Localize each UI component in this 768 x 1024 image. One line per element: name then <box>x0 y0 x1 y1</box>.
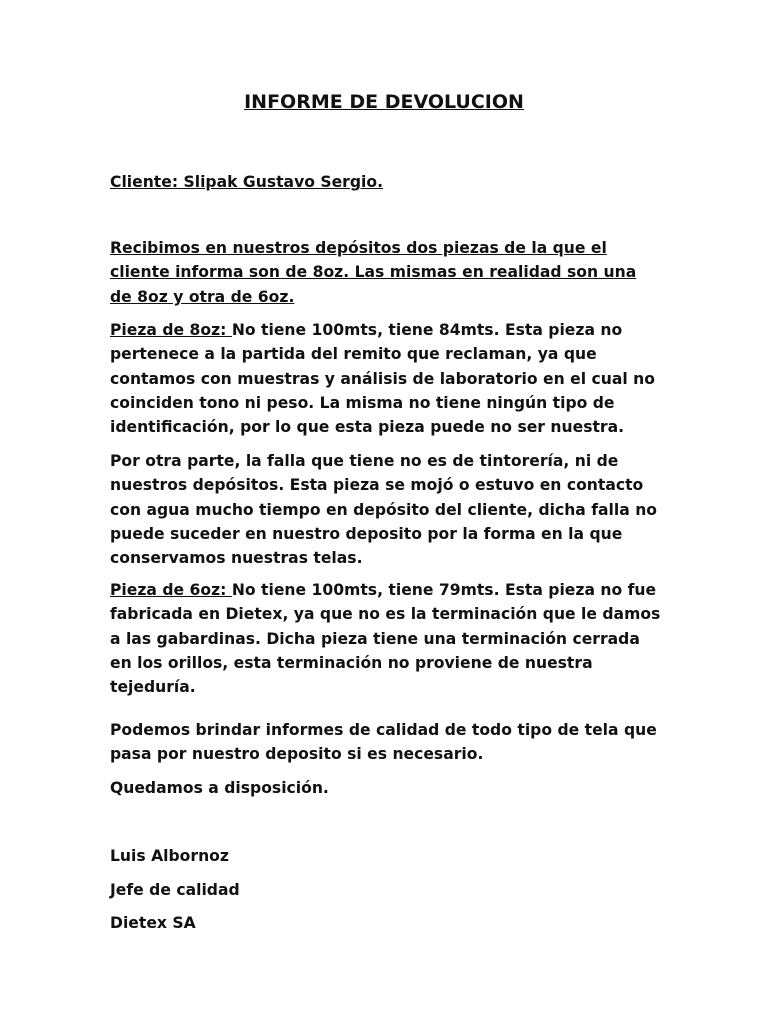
piece-6oz-label: Pieza de 6oz: <box>110 581 232 599</box>
closing-line: Quedamos a disposición. <box>110 779 329 797</box>
signature-role: Jefe de calidad <box>110 881 240 899</box>
piece-8oz-text: No tiene 100mts, tiene 84mts. Esta pieza no pertenece a la partida del remito que reclaman, ya que contamos con muestras y análisis de laboratorio en el cual no coinciden tono ni peso. La misma no tiene ningún tipo de identificación, por lo que esta pieza puede no ser nuestra. <box>110 321 655 437</box>
quality-offer-paragraph: Podemos brindar informes de calidad de todo tipo de tela que pasa por nuestro deposito si es necesario. <box>110 721 657 764</box>
piece-6oz-text: No tiene 100mts, tiene 79mts. Esta pieza no fue fabricada en Dietex, ya que no es la terminación que le damos a las gabardinas. Dicha pieza tiene una terminación cerrada en los orillos, esta terminación no proviene de nuestra tejeduría. <box>110 581 661 697</box>
intro-paragraph: Recibimos en nuestros depósitos dos piezas de la que el cliente informa son de 8oz. Las mismas en realidad son una de 8oz y otra de 6oz. <box>110 239 637 306</box>
signature-company: Dietex SA <box>110 914 196 932</box>
signature-name: Luis Albornoz <box>110 847 229 865</box>
piece-6oz-paragraph <box>110 578 662 699</box>
document-title: INFORME DE DEVOLUCION <box>244 91 524 113</box>
piece-8oz-label: Pieza de 8oz: <box>110 321 232 339</box>
client-line: Cliente: Slipak Gustavo Sergio. <box>110 173 384 191</box>
piece-8oz-paragraph <box>110 318 662 439</box>
other-part-paragraph: Por otra parte, la falla que tiene no es de tintorería, ni de nuestros depósitos. Esta pieza se mojó o estuvo en contacto con agua mucho tiempo en depósito del cliente, dicha falla no puede suceder en nuestro deposito por la forma en la que conservamos nuestras telas. <box>110 452 658 568</box>
